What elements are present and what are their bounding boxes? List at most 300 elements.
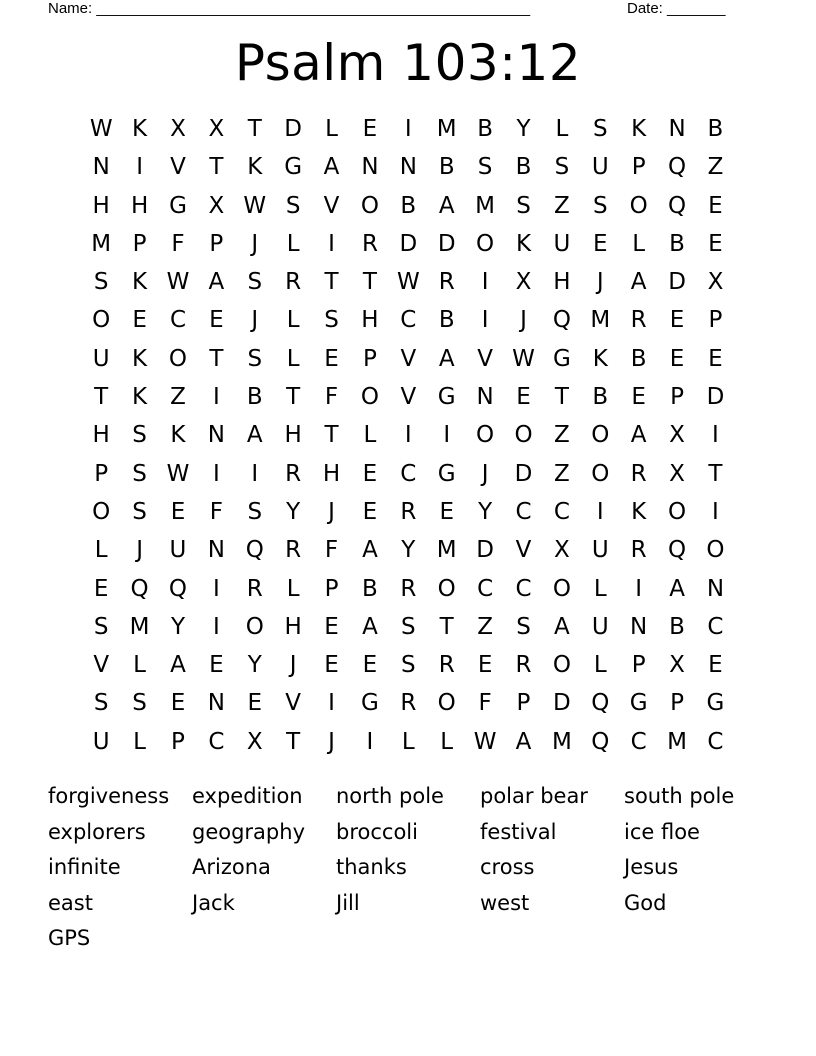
grid-letter: L xyxy=(325,116,338,142)
grid-letter: I xyxy=(328,230,335,257)
grid-letter: E xyxy=(324,345,339,372)
grid-letter: R xyxy=(246,575,263,602)
grid-letter: K xyxy=(132,384,148,411)
grid-letter: G xyxy=(706,690,725,717)
grid-letter: K xyxy=(247,154,263,181)
grid-letter: L xyxy=(555,116,569,142)
grid-letter: V xyxy=(400,384,417,411)
grid-letter: G xyxy=(629,690,648,717)
grid-letter: I xyxy=(712,422,719,449)
grid-letter: P xyxy=(708,307,723,334)
grid-letter: J xyxy=(520,307,527,334)
grid-letter: M xyxy=(436,537,457,564)
grid-letter: R xyxy=(630,307,647,334)
grid-letter: Q xyxy=(552,307,571,334)
grid-letter: T xyxy=(209,154,224,181)
grid-letter: N xyxy=(399,154,417,181)
grid-letter: X xyxy=(246,728,263,755)
grid-letter: P xyxy=(670,690,684,717)
grid-letter: D xyxy=(476,537,494,564)
grid-letter: E xyxy=(362,460,378,487)
page-title: Psalm 103:12 xyxy=(234,34,582,92)
grid-letter: X xyxy=(669,422,685,449)
grid-letter: I xyxy=(212,613,220,640)
grid-letter: H xyxy=(284,613,302,640)
grid-letter: Y xyxy=(170,613,185,640)
grid-letter: E xyxy=(362,652,378,679)
grid-letter: L xyxy=(133,728,146,755)
grid-letter: I xyxy=(212,575,220,602)
grid-letter: R xyxy=(400,575,417,602)
grid-letter: S xyxy=(285,192,301,219)
grid-letter: E xyxy=(324,613,339,640)
grid-letter: Y xyxy=(516,116,531,142)
grid-letter: O xyxy=(476,422,495,449)
grid-letter: T xyxy=(708,460,723,487)
grid-letter: A xyxy=(208,269,225,296)
grid-letter: I xyxy=(712,498,719,525)
grid-letter: N xyxy=(706,575,725,602)
grid-letter: R xyxy=(630,460,647,487)
word-list-item: festival xyxy=(480,819,557,844)
grid-letter: Y xyxy=(401,537,416,564)
grid-letter: I xyxy=(212,460,220,487)
grid-letter: O xyxy=(360,384,379,411)
grid-letter: Y xyxy=(286,498,301,525)
grid-letter: A xyxy=(362,537,378,564)
grid-letter: A xyxy=(630,269,647,296)
grid-letter: I xyxy=(136,154,143,181)
grid-letter: S xyxy=(401,613,416,640)
word-list-item: south pole xyxy=(624,784,735,808)
grid-letter: N xyxy=(630,613,648,640)
grid-letter: A xyxy=(630,422,647,449)
grid-letter: Y xyxy=(478,498,493,525)
word-list-item: infinite xyxy=(48,855,121,879)
word-list-item: Jack xyxy=(192,890,235,915)
grid-letter: P xyxy=(171,728,185,755)
grid-letter: I xyxy=(481,269,489,296)
grid-letter: A xyxy=(323,154,340,181)
grid-letter: M xyxy=(91,230,112,257)
word-list-item: Jill xyxy=(336,890,360,915)
grid-letter: Z xyxy=(477,613,493,640)
grid-letter: A xyxy=(438,192,455,219)
grid-letter: D xyxy=(668,269,686,296)
grid-letter: S xyxy=(132,460,147,487)
grid-letter: U xyxy=(169,537,187,564)
grid-letter: S xyxy=(554,154,570,181)
grid-letter: D xyxy=(706,384,725,411)
grid-letter: K xyxy=(170,422,186,449)
grid-letter: S xyxy=(516,613,531,640)
grid-letter: R xyxy=(400,690,417,717)
grid-letter: T xyxy=(94,384,109,411)
grid-letter: K xyxy=(132,116,148,142)
grid-letter: P xyxy=(631,652,646,679)
grid-letter: L xyxy=(286,307,300,334)
grid-letter: E xyxy=(708,345,723,372)
grid-letter: O xyxy=(591,460,610,487)
grid-letter: O xyxy=(360,192,379,219)
grid-letter: F xyxy=(478,690,492,717)
grid-letter: O xyxy=(92,307,111,334)
grid-letter: U xyxy=(591,613,609,640)
grid-letter: V xyxy=(93,652,110,679)
grid-letter: A xyxy=(438,345,455,372)
grid-letter: B xyxy=(669,613,685,640)
grid-letter: V xyxy=(477,345,493,372)
grid-letter: U xyxy=(92,728,110,755)
grid-letter: M xyxy=(667,728,687,755)
grid-letter: X xyxy=(208,116,225,142)
grid-letter: V xyxy=(285,690,302,717)
grid-letter: A xyxy=(669,575,685,602)
grid-letter: B xyxy=(246,384,263,411)
grid-letter: R xyxy=(361,230,378,257)
word-list-item: thanks xyxy=(336,855,407,879)
grid-letter: I xyxy=(404,422,412,449)
grid-letter: E xyxy=(132,307,147,334)
grid-letter: X xyxy=(554,537,570,564)
grid-letter: S xyxy=(93,690,109,717)
grid-letter: L xyxy=(286,345,300,372)
grid-letter: H xyxy=(284,422,302,449)
grid-letter: U xyxy=(591,154,609,181)
grid-letter: Q xyxy=(668,537,687,564)
grid-letter: R xyxy=(285,537,302,564)
grid-letter: O xyxy=(437,690,456,717)
grid-letter: F xyxy=(171,230,185,257)
word-list-item: God xyxy=(624,890,667,915)
grid-letter: E xyxy=(170,690,186,717)
grid-letter: T xyxy=(362,269,377,296)
word-list-item: forgiveness xyxy=(48,784,170,808)
grid-letter: N xyxy=(92,154,110,181)
grid-letter: E xyxy=(631,384,646,411)
grid-letter: U xyxy=(591,537,609,564)
grid-letter: G xyxy=(361,690,379,717)
grid-letter: O xyxy=(437,575,456,602)
grid-letter: I xyxy=(328,690,335,717)
grid-letter: S xyxy=(592,192,608,219)
grid-letter: N xyxy=(207,422,225,449)
grid-letter: I xyxy=(443,422,451,449)
grid-letter: E xyxy=(439,498,454,525)
grid-letter: I xyxy=(635,575,643,602)
grid-letter: L xyxy=(632,230,646,257)
grid-letter: E xyxy=(708,230,723,257)
grid-letter: S xyxy=(93,269,109,296)
grid-letter: Z xyxy=(554,422,570,449)
grid-letter: W xyxy=(89,116,113,142)
grid-letter: L xyxy=(363,422,377,449)
grid-letter: R xyxy=(515,652,532,679)
header xyxy=(0,0,816,20)
grid-letter: A xyxy=(170,652,186,679)
grid-letter: G xyxy=(552,345,571,372)
grid-letter: J xyxy=(136,537,143,564)
grid-letter: O xyxy=(591,422,610,449)
grid-letter: U xyxy=(92,345,110,372)
grid-letter: B xyxy=(362,575,378,602)
grid-letter: L xyxy=(133,652,146,679)
grid-letter: J xyxy=(289,652,297,679)
word-list-item: explorers xyxy=(48,819,146,844)
grid-letter: W xyxy=(473,728,497,755)
grid-letter: W xyxy=(512,345,535,372)
grid-letter: C xyxy=(477,575,494,602)
grid-letter: M xyxy=(129,613,150,640)
word-list-item: north pole xyxy=(336,784,444,808)
grid-letter: D xyxy=(437,230,456,257)
grid-letter: D xyxy=(553,690,571,717)
grid-letter: E xyxy=(477,652,493,679)
grid-letter: K xyxy=(132,269,148,296)
grid-letter: L xyxy=(94,537,108,564)
grid-letter: F xyxy=(324,384,339,411)
grid-letter: L xyxy=(286,230,300,257)
grid-letter: O xyxy=(629,192,648,219)
grid-letter: W xyxy=(396,269,420,296)
grid-letter: I xyxy=(481,307,489,334)
grid-letter: B xyxy=(477,116,493,142)
grid-letter: P xyxy=(324,575,339,602)
grid-letter: C xyxy=(515,498,532,525)
grid-letter: C xyxy=(707,728,724,755)
grid-letter: X xyxy=(669,460,685,487)
grid-letter: O xyxy=(476,230,495,257)
grid-letter: I xyxy=(404,116,412,142)
grid-letter: S xyxy=(247,269,263,296)
grid-letter: M xyxy=(590,307,611,334)
name-field-label: Name: ____________________________________________________ xyxy=(48,0,531,17)
grid-letter: H xyxy=(92,192,110,219)
grid-letter: Z xyxy=(554,192,570,219)
grid-letter: T xyxy=(324,422,339,449)
grid-letter: B xyxy=(707,116,724,142)
grid-letter: F xyxy=(324,537,339,564)
grid-letter: K xyxy=(515,230,532,257)
grid-letter: R xyxy=(630,537,647,564)
grid-letter: E xyxy=(170,498,186,525)
grid-letter: S xyxy=(324,307,339,334)
grid-letter: T xyxy=(286,384,301,411)
grid-letter: C xyxy=(630,728,647,755)
grid-letter: G xyxy=(437,460,456,487)
grid-letter: A xyxy=(515,728,532,755)
grid-letter: B xyxy=(669,230,685,257)
grid-letter: B xyxy=(438,154,455,181)
grid-letter: E xyxy=(209,652,224,679)
grid-letter: L xyxy=(286,575,300,602)
grid-letter: R xyxy=(285,269,302,296)
grid-letter: H xyxy=(553,269,571,296)
grid-letter: P xyxy=(132,230,147,257)
grid-letter: Q xyxy=(668,154,687,181)
word-list-item: broccoli xyxy=(336,819,418,844)
grid-letter: C xyxy=(707,613,724,640)
grid-letter: S xyxy=(477,154,493,181)
grid-letter: K xyxy=(132,345,148,372)
grid-letter: E xyxy=(362,116,378,142)
grid-letter: S xyxy=(132,498,147,525)
grid-letter: F xyxy=(209,498,223,525)
grid-letter: Q xyxy=(168,575,188,602)
grid-letter: C xyxy=(208,728,225,755)
grid-letter: S xyxy=(247,498,263,525)
grid-letter: X xyxy=(170,116,186,142)
grid-letter: I xyxy=(596,498,604,525)
grid-letter: S xyxy=(401,652,416,679)
grid-letter: J xyxy=(481,460,489,487)
grid-letter: E xyxy=(209,307,224,334)
grid-letter: I xyxy=(366,728,374,755)
grid-letter: T xyxy=(439,613,454,640)
word-list xyxy=(48,779,768,957)
grid-letter: J xyxy=(328,498,335,525)
grid-letter: E xyxy=(516,384,531,411)
grid-letter: I xyxy=(212,384,220,411)
grid-letter: S xyxy=(132,690,147,717)
grid-letter: E xyxy=(708,192,723,219)
word-list-item: Jesus xyxy=(624,855,679,879)
grid-letter: T xyxy=(247,116,262,142)
grid-letter: E xyxy=(669,345,685,372)
grid-letter: C xyxy=(553,498,570,525)
grid-letter: B xyxy=(400,192,417,219)
grid-letter: N xyxy=(476,384,494,411)
grid-letter: H xyxy=(361,307,379,334)
grid-letter: W xyxy=(243,192,267,219)
grid-letter: H xyxy=(322,460,341,487)
grid-letter: M xyxy=(436,116,457,142)
grid-letter: A xyxy=(554,613,570,640)
grid-letter: X xyxy=(515,269,532,296)
grid-letter: Z xyxy=(554,460,570,487)
grid-letter: P xyxy=(209,230,224,257)
grid-letter: D xyxy=(284,116,302,142)
grid-letter: P xyxy=(670,384,684,411)
grid-letter: O xyxy=(552,575,571,602)
grid-letter: C xyxy=(169,307,186,334)
word-list-item: GPS xyxy=(48,926,91,950)
grid-letter: G xyxy=(437,384,456,411)
grid-letter: S xyxy=(132,422,147,449)
grid-letter: O xyxy=(514,422,533,449)
grid-letter: C xyxy=(515,575,532,602)
grid-letter: O xyxy=(706,537,725,564)
word-list-item: west xyxy=(480,890,530,915)
grid-letter: E xyxy=(93,575,109,602)
grid-letter: N xyxy=(207,537,225,564)
word-list-item: east xyxy=(48,890,93,915)
grid-letter: R xyxy=(438,652,455,679)
grid-letter: K xyxy=(592,345,608,372)
grid-letter: B xyxy=(630,345,647,372)
grid-letter: H xyxy=(130,192,149,219)
word-list-item: Arizona xyxy=(192,855,271,879)
grid-letter: T xyxy=(286,728,301,755)
grid-letter: Q xyxy=(668,192,687,219)
grid-letter: B xyxy=(515,154,532,181)
grid-letter: Z xyxy=(170,384,186,411)
grid-letter: P xyxy=(94,460,109,487)
grid-letter: G xyxy=(169,192,187,219)
grid-letter: Q xyxy=(591,690,610,717)
grid-letter: V xyxy=(170,154,186,181)
grid-letter: X xyxy=(208,192,225,219)
word-search-grid xyxy=(82,110,734,761)
word-list-item: ice floe xyxy=(624,819,700,844)
grid-letter: S xyxy=(247,345,263,372)
grid-letter: J xyxy=(596,269,604,296)
grid-letter: N xyxy=(361,154,379,181)
grid-letter: E xyxy=(362,498,378,525)
grid-letter: V xyxy=(515,537,532,564)
grid-letter: S xyxy=(592,116,608,142)
grid-letter: L xyxy=(401,728,415,755)
grid-letter: A xyxy=(362,613,378,640)
grid-letter: T xyxy=(209,345,224,372)
grid-letter: C xyxy=(400,460,417,487)
grid-letter: E xyxy=(669,307,685,334)
grid-letter: B xyxy=(592,384,609,411)
grid-letter: K xyxy=(631,498,647,525)
grid-letter: V xyxy=(400,345,417,372)
word-list-item: polar bear xyxy=(480,784,588,808)
grid-letter: W xyxy=(166,269,190,296)
grid-letter: J xyxy=(328,728,335,755)
grid-letter: M xyxy=(475,192,496,219)
word-list-item: cross xyxy=(480,855,535,879)
grid-letter: B xyxy=(438,307,455,334)
grid-letter: H xyxy=(92,422,110,449)
grid-letter: L xyxy=(593,575,607,602)
grid-letter: X xyxy=(707,269,724,296)
grid-letter: D xyxy=(399,230,418,257)
grid-letter: T xyxy=(324,269,339,296)
grid-letter: P xyxy=(631,154,646,181)
grid-letter: Q xyxy=(591,728,610,755)
grid-letter: L xyxy=(593,652,607,679)
grid-letter: E xyxy=(247,690,263,717)
grid-letter: O xyxy=(552,652,571,679)
grid-letter: P xyxy=(362,345,377,372)
grid-letter: Y xyxy=(247,652,262,679)
grid-letter: V xyxy=(323,192,340,219)
date-field-label: Date: _______ xyxy=(627,0,726,17)
grid-letter: N xyxy=(207,690,225,717)
grid-letter: G xyxy=(284,154,303,181)
grid-letter: S xyxy=(93,613,109,640)
grid-letter: P xyxy=(516,690,531,717)
grid-letter: I xyxy=(251,460,259,487)
grid-letter: W xyxy=(166,460,190,487)
grid-letter: R xyxy=(438,269,455,296)
grid-letter: M xyxy=(551,728,572,755)
grid-letter: O xyxy=(92,498,111,525)
grid-letter: K xyxy=(631,116,647,142)
word-list-item: geography xyxy=(192,819,305,844)
grid-letter: L xyxy=(440,728,454,755)
grid-letter: R xyxy=(285,460,302,487)
grid-letter: Z xyxy=(707,154,724,181)
grid-letter: O xyxy=(668,498,687,525)
grid-letter: D xyxy=(514,460,533,487)
grid-letter: U xyxy=(553,230,571,257)
grid-letter: A xyxy=(246,422,263,449)
